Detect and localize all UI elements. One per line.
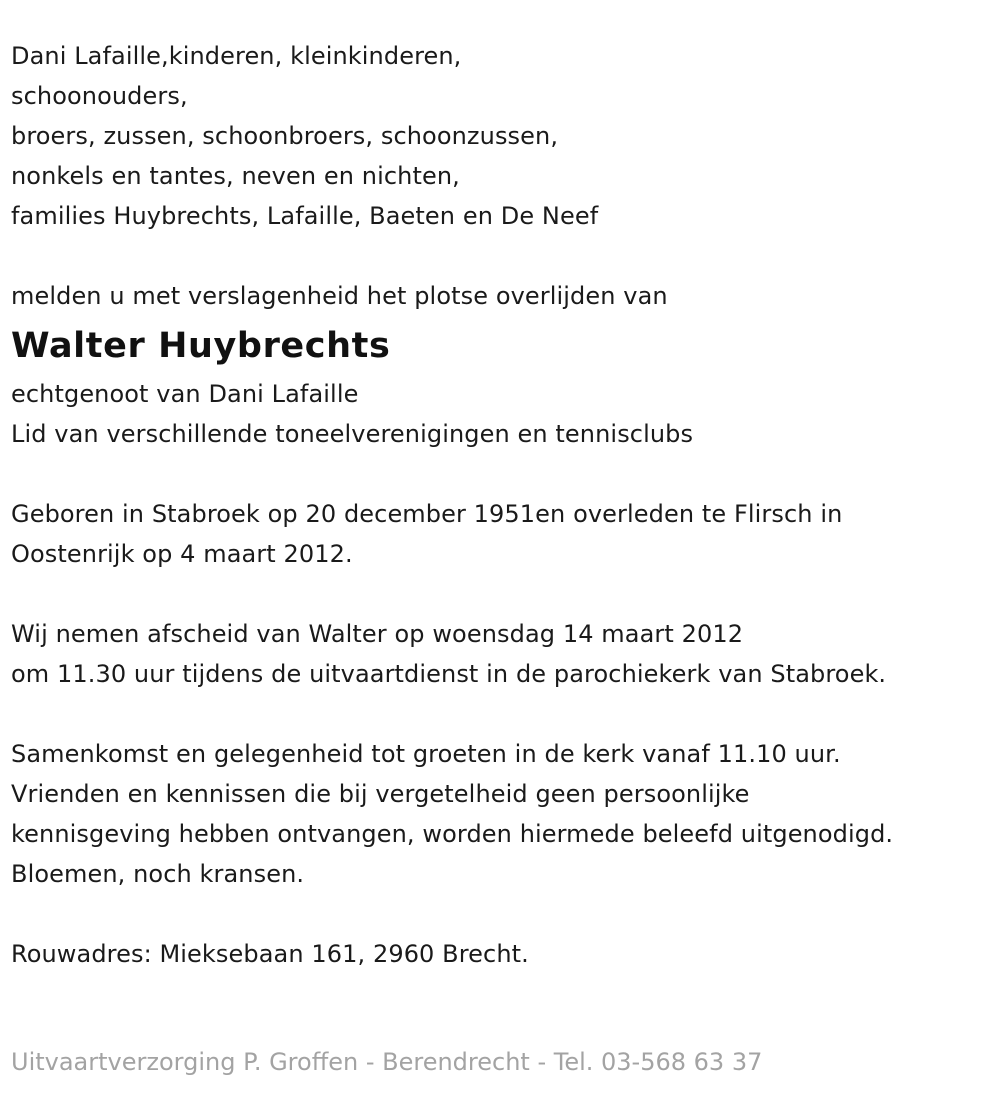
- birth-death-paragraph: [11, 494, 991, 574]
- paragraph-line: Oostenrijk op 4 maart 2012.: [11, 540, 353, 568]
- spacer: [11, 574, 991, 614]
- paragraph-line: Bloemen, noch kransen.: [11, 860, 305, 888]
- spacer: [11, 236, 991, 276]
- death-notice: [11, 36, 991, 974]
- spacer: [11, 694, 991, 734]
- paragraph-line: om 11.30 uur tijdens de uitvaartdienst in de parochiekerk van Stabroek.: [11, 660, 887, 688]
- family-line: broers, zussen, schoonbroers, schoonzussen,: [11, 122, 559, 150]
- announcement-text: melden u met verslagenheid het plotse overlijden van: [11, 282, 668, 310]
- mourning-address: Rouwadres: Mieksebaan 161, 2960 Brecht.: [11, 940, 529, 968]
- paragraph-line: Wij nemen afscheid van Walter op woensdag 14 maart 2012: [11, 620, 744, 648]
- spacer: [11, 454, 991, 494]
- family-line: nonkels en tantes, neven en nichten,: [11, 162, 460, 190]
- deceased-membership: Lid van verschillende toneelverenigingen en tennisclubs: [11, 420, 694, 448]
- paragraph-line: Samenkomst en gelegenheid tot groeten in de kerk vanaf 11.10 uur.: [11, 740, 841, 768]
- family-list: [11, 36, 991, 236]
- farewell-paragraph: [11, 614, 991, 694]
- undertaker-credit: Uitvaartverzorging P. Groffen - Berendrecht - Tel. 03-568 63 37: [11, 1048, 763, 1076]
- paragraph-line: Vrienden en kennissen die bij vergetelheid geen persoonlijke: [11, 780, 750, 808]
- family-line: schoonouders,: [11, 82, 188, 110]
- family-line: families Huybrechts, Lafaille, Baeten en De Neef: [11, 202, 599, 230]
- paragraph-line: Geboren in Stabroek op 20 december 1951en overleden te Flirsch in: [11, 500, 843, 528]
- spacer: [11, 894, 991, 934]
- family-line: Dani Lafaille,kinderen, kleinkinderen,: [11, 42, 462, 70]
- paragraph-line: kennisgeving hebben ontvangen, worden hiermede beleefd uitgenodigd.: [11, 820, 894, 848]
- deceased-relation: echtgenoot van Dani Lafaille: [11, 380, 359, 408]
- deceased-name: Walter Huybrechts: [11, 326, 391, 366]
- gathering-paragraph: [11, 734, 991, 894]
